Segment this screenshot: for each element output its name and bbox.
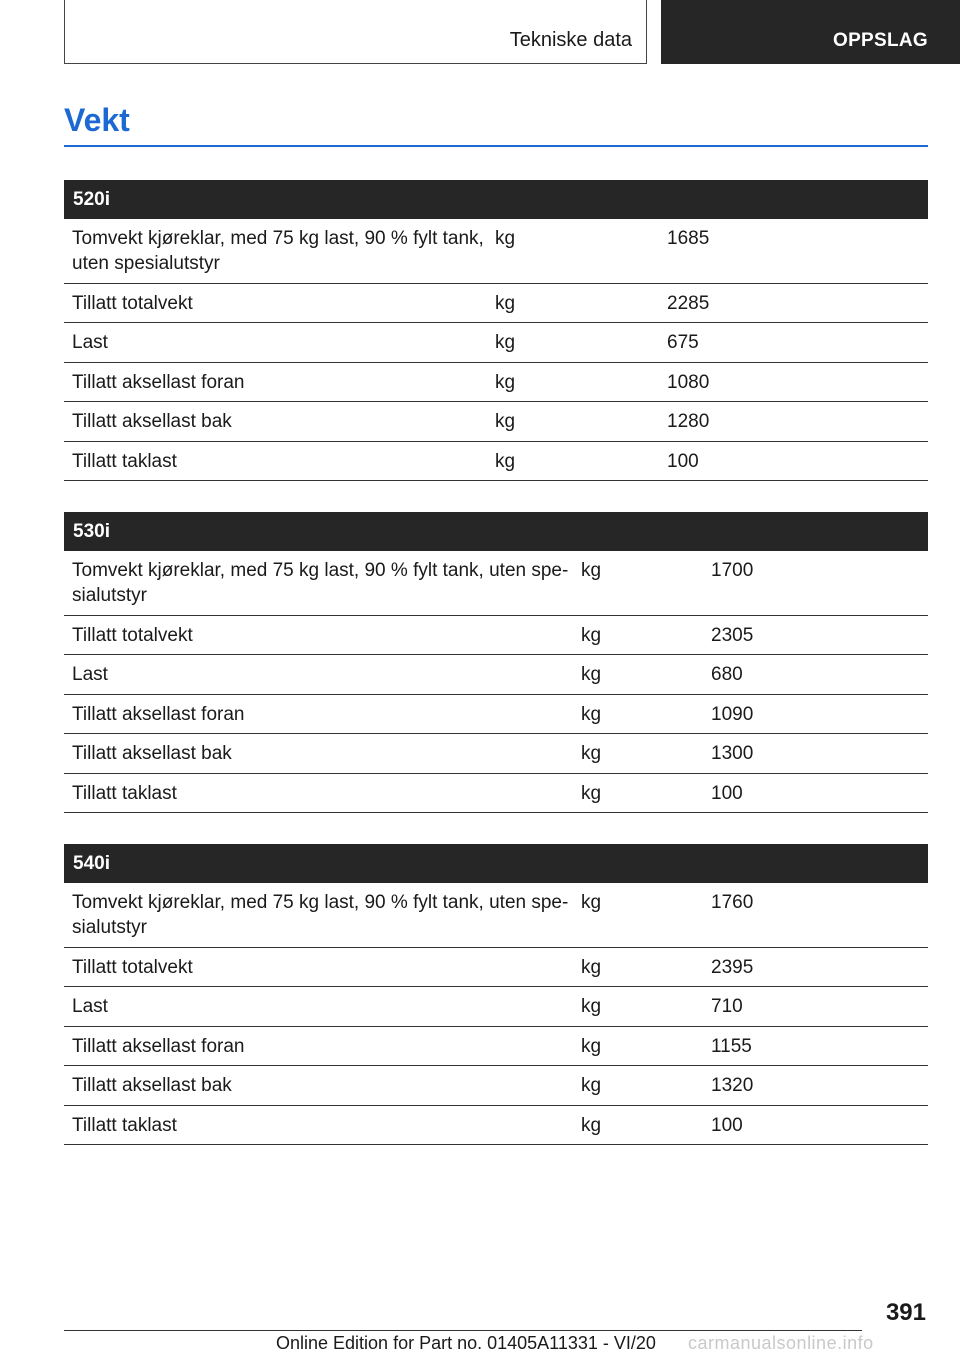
row-label: Tomvekt kjøreklar, med 75 kg last, 90 % fylt tank, uten spesialutstyr: [72, 228, 484, 274]
row-unit: kg: [495, 372, 516, 393]
row-label: Tillatt aksellast bak: [72, 411, 232, 432]
table-row: [64, 695, 928, 734]
table-row: [64, 883, 928, 948]
table-row: [64, 616, 928, 655]
row-value: 1320: [711, 1075, 754, 1096]
row-value: 100: [667, 451, 699, 472]
header-section-box: [64, 0, 647, 64]
row-label: Last: [72, 664, 108, 685]
row-value: 1080: [667, 372, 710, 393]
table-row: [64, 1066, 928, 1106]
row-label: Tillatt totalvekt: [72, 625, 193, 646]
row-label: Tillatt totalvekt: [72, 957, 193, 978]
row-unit: kg: [581, 743, 602, 764]
row-value: 680: [711, 664, 743, 685]
row-unit: kg: [581, 625, 602, 646]
row-unit: kg: [581, 957, 602, 978]
row-value: 1090: [711, 704, 754, 725]
table-row: [64, 987, 928, 1027]
row-label: Tillatt aksellast foran: [72, 1036, 245, 1057]
row-value: 1155: [711, 1036, 752, 1057]
table-row: [64, 442, 928, 481]
title-rule: [64, 145, 928, 147]
table-row: [64, 363, 928, 402]
table-row: [64, 948, 928, 987]
row-unit: kg: [581, 560, 602, 581]
row-label: Tillatt taklast: [72, 1115, 177, 1136]
spec-table-520i: [64, 180, 928, 481]
row-value: 2395: [711, 957, 754, 978]
table-row: [64, 323, 928, 363]
row-label: Tillatt aksellast bak: [72, 1075, 232, 1096]
edition-text: Online Edition for Part no. 01405A11331 - VI/20: [276, 1333, 656, 1353]
row-value: 1700: [711, 560, 754, 581]
header-chapter-title: OPPSLAG: [832, 30, 928, 51]
spec-table-530i: [64, 512, 928, 813]
row-unit: kg: [581, 996, 602, 1017]
row-value: 2285: [667, 293, 710, 314]
row-unit: kg: [495, 451, 516, 472]
row-unit: kg: [581, 704, 602, 725]
row-value: 1685: [667, 228, 710, 249]
row-label: Last: [72, 332, 108, 353]
row-unit: kg: [581, 1075, 602, 1096]
row-value: 100: [711, 1115, 743, 1136]
spec-table-540i: [64, 844, 928, 1145]
header-chapter-box: [661, 0, 960, 64]
row-unit: kg: [495, 228, 516, 249]
table-row: [64, 1106, 928, 1145]
watermark-text: carmanualsonline.info: [688, 1333, 874, 1353]
header-section-title: Tekniske data: [509, 29, 632, 51]
row-unit: kg: [581, 783, 602, 804]
table-row: [64, 774, 928, 813]
row-unit: kg: [581, 1115, 602, 1136]
page-title: Vekt: [64, 102, 130, 138]
row-unit: kg: [581, 892, 602, 913]
footer-rule: [64, 1330, 862, 1331]
row-label: Tillatt aksellast bak: [72, 743, 232, 764]
table-row: [64, 734, 928, 774]
row-label: Tillatt totalvekt: [72, 293, 193, 314]
row-label: Tillatt aksellast foran: [72, 704, 245, 725]
table-row: [64, 284, 928, 323]
row-value: 710: [711, 996, 743, 1017]
row-unit: kg: [581, 1036, 602, 1057]
row-label: Tomvekt kjøreklar, med 75 kg last, 90 % fylt tank, uten spesialutstyr: [72, 560, 569, 606]
row-unit: kg: [581, 664, 602, 685]
row-value: 1760: [711, 892, 754, 913]
spec-table-header: 540i: [64, 844, 928, 883]
row-value: 100: [711, 783, 743, 804]
row-unit: kg: [495, 293, 516, 314]
row-value: 2305: [711, 625, 754, 646]
table-row: [64, 655, 928, 695]
row-label: Tomvekt kjøreklar, med 75 kg last, 90 % fylt tank, uten spesialutstyr: [72, 892, 569, 938]
row-unit: kg: [495, 332, 516, 353]
spec-table-header: 530i: [64, 512, 928, 551]
page-number: 391: [885, 1299, 926, 1326]
spec-table-header: 520i: [64, 180, 928, 219]
row-label: Tillatt taklast: [72, 451, 177, 472]
table-row: [64, 1027, 928, 1066]
row-unit: kg: [495, 411, 516, 432]
table-row: [64, 402, 928, 442]
table-row: [64, 219, 928, 284]
table-row: [64, 551, 928, 616]
row-label: Last: [72, 996, 108, 1017]
row-value: 675: [667, 332, 699, 353]
row-label: Tillatt taklast: [72, 783, 177, 804]
row-value: 1300: [711, 743, 754, 764]
row-value: 1280: [667, 411, 710, 432]
row-label: Tillatt aksellast foran: [72, 372, 245, 393]
